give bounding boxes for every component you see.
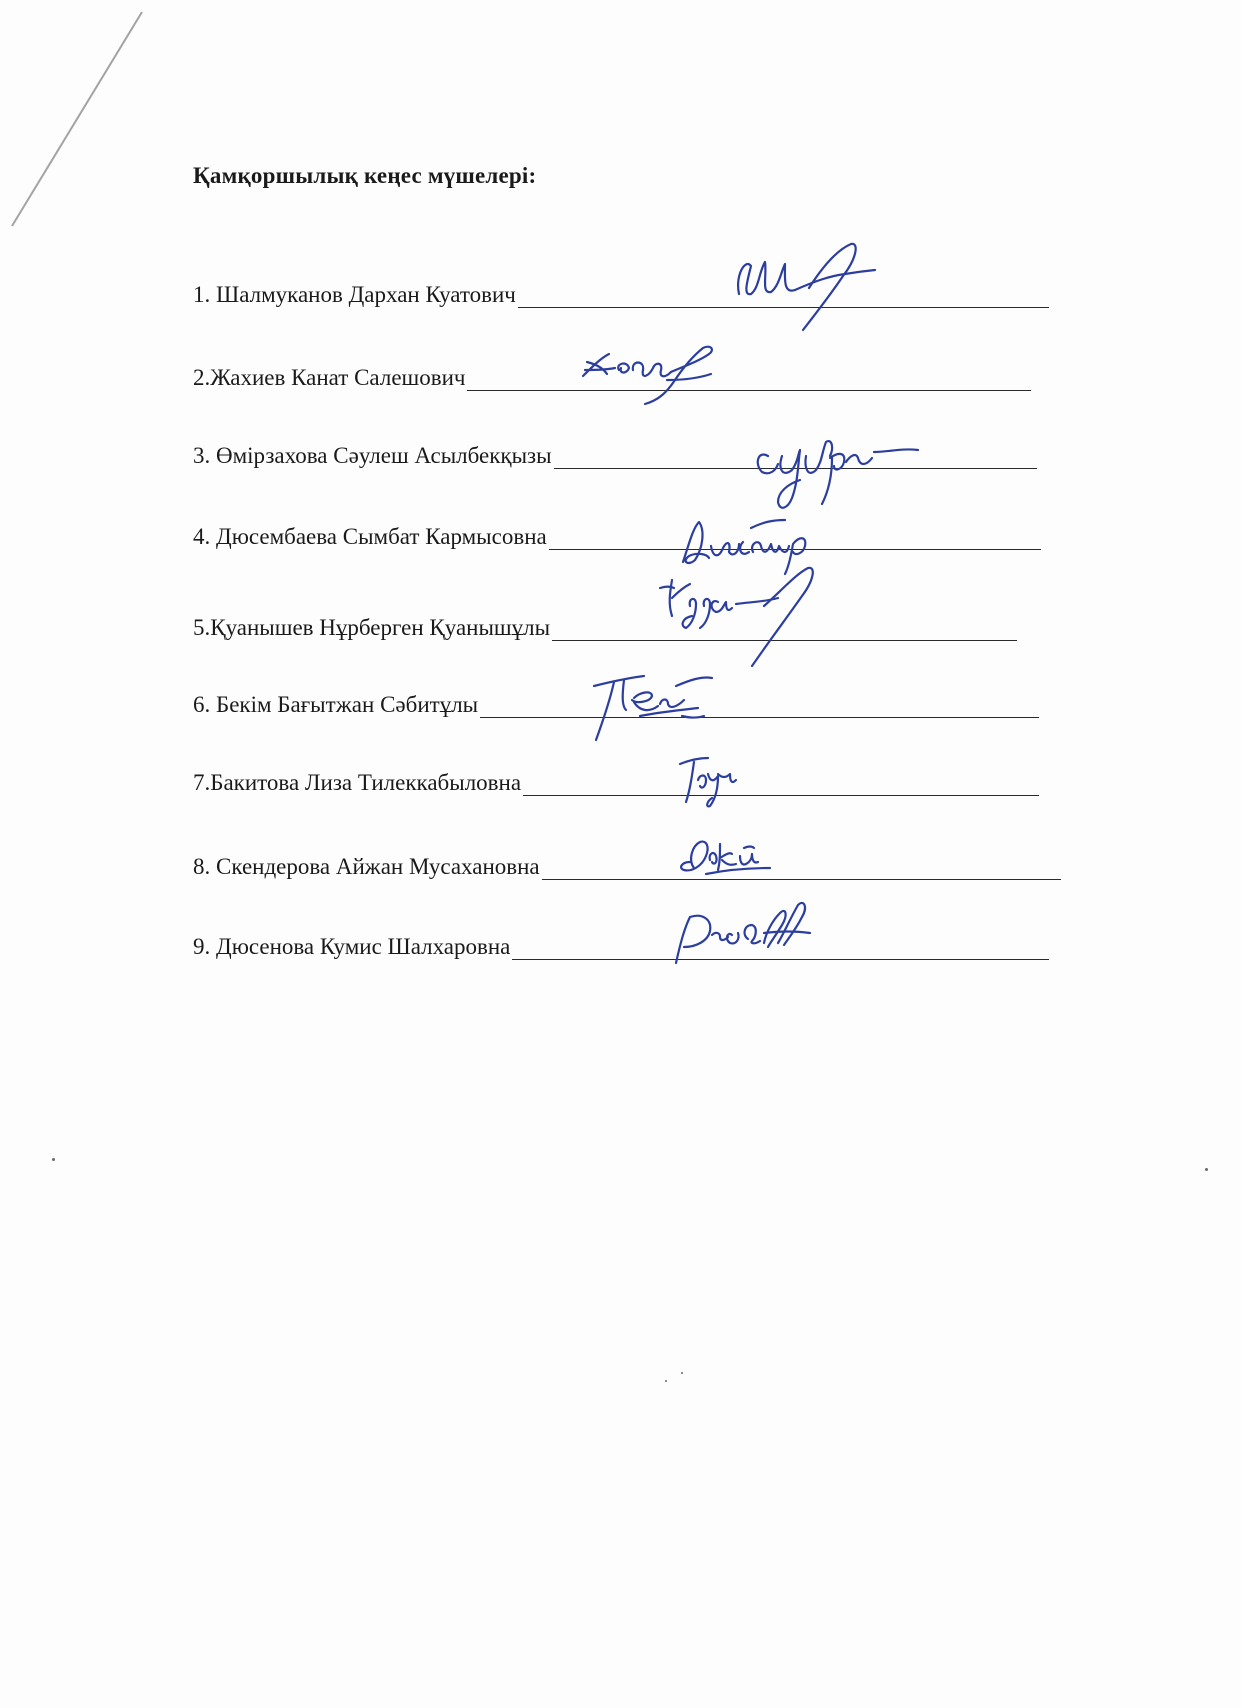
member-name: 7.Бакитова Лиза Тилеккабыловна <box>193 770 522 795</box>
scan-speck <box>665 1380 667 1382</box>
handwritten-signature <box>725 236 905 346</box>
handwritten-signature <box>748 428 938 520</box>
handwritten-signature <box>668 895 838 975</box>
handwritten-signature <box>580 660 750 750</box>
handwritten-signature <box>670 830 780 890</box>
member-name: 4. Дюсембаева Сымбат Кармысовна <box>193 524 547 549</box>
handwritten-signature <box>575 340 755 420</box>
member-row <box>193 613 1017 647</box>
member-row <box>193 280 1049 314</box>
member-row <box>193 768 1039 802</box>
scan-speck <box>1205 1168 1208 1171</box>
member-row <box>193 852 1061 886</box>
member-name: 5.Қуанышев Нұрберген Қуанышұлы <box>193 615 551 640</box>
scan-speck <box>681 1372 683 1374</box>
page-title: Қамқоршылық кеңес мүшелері: <box>193 163 537 188</box>
member-row <box>193 932 1049 966</box>
member-name: 3. Өмірзахова Сәулеш Асылбекқызы <box>193 443 552 468</box>
member-name: 9. Дюсенова Кумис Шалхаровна <box>193 934 511 959</box>
member-name: 8. Скендерова Айжан Мусахановна <box>193 854 540 879</box>
member-name: 6. Бекім Бағытжан Сәбитұлы <box>193 692 479 717</box>
handwritten-signature <box>674 752 754 812</box>
scan-speck <box>52 1158 55 1161</box>
member-row <box>193 522 1041 556</box>
member-name: 2.Жахиев Канат Салешович <box>193 365 466 390</box>
member-name: 1. Шалмуканов Дархан Куатович <box>193 282 516 307</box>
